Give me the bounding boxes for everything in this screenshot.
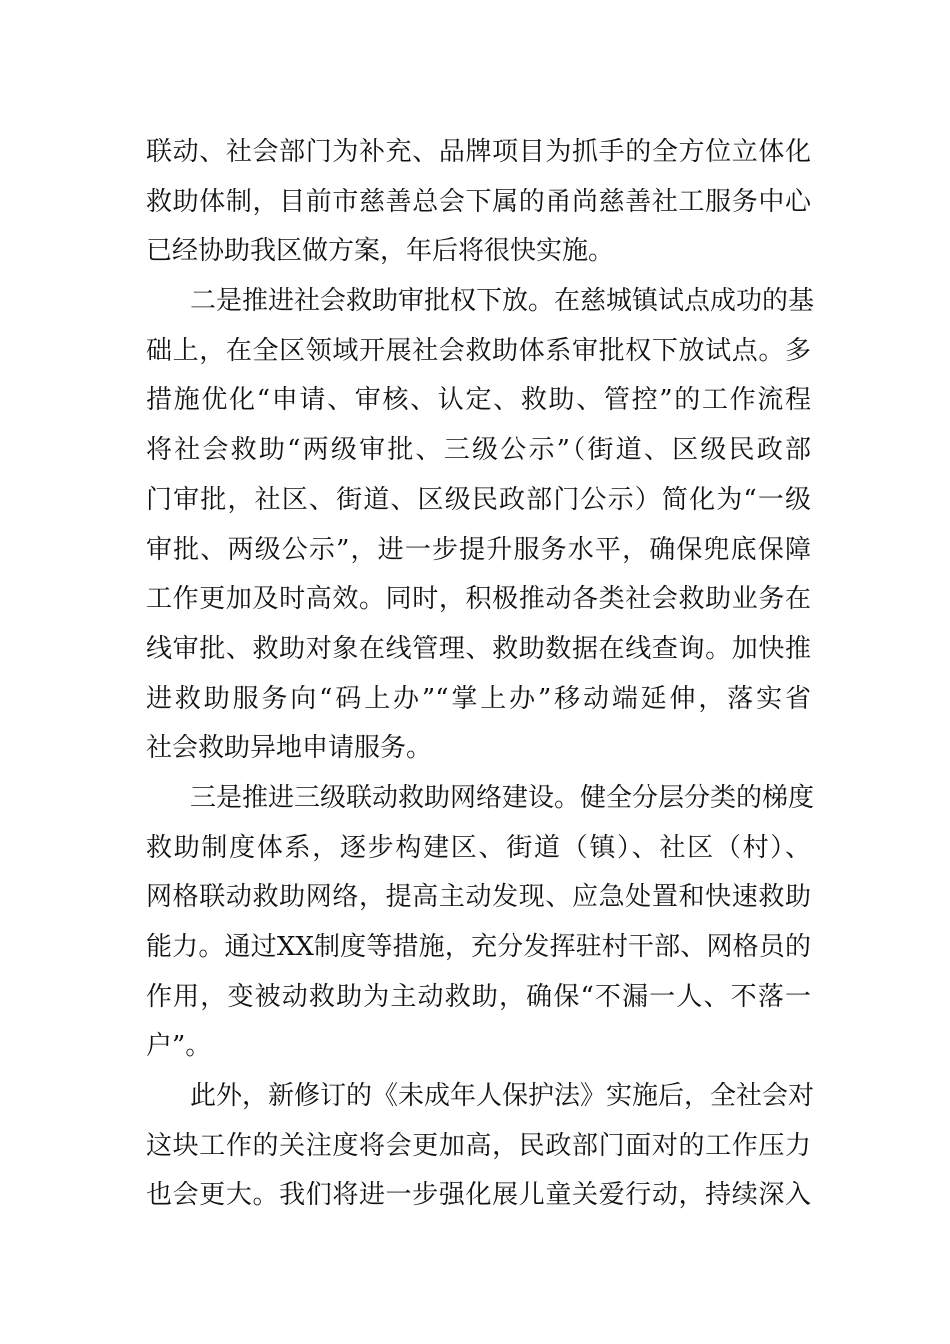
text-line: 也会更大。我们将进一步强化展儿童关爱行动，持续深入 [146,1180,811,1211]
text-line: 措施优化“申请、审核、认定、救助、管控”的工作流程 [146,385,811,416]
text-line: 作用，变被动救助为主动救助，确保“不漏一人、不落一 [146,981,811,1012]
text-line: 网格联动救助网络，提高主动发现、应急处置和快速救助 [146,882,811,913]
text-line: 将社会救助“两级审批、三级公示”（街道、区级民政部 [146,435,811,466]
text-line: 救助体制，目前市慈善总会下属的甬尚慈善社工服务中心 [146,186,811,217]
text-line: 已经协助我区做方案，年后将很快实施。 [146,236,615,267]
text-line: 联动、社会部门为补充、品牌项目为抓手的全方位立体化 [146,137,811,167]
text-line: 工作更加及时高效。同时，积极推动各类社会救助业务在 [146,584,811,615]
text-line: 社会救助异地申请服务。 [146,733,433,764]
text-line: 础上，在全区领域开展社会救助体系审批权下放试点。多 [146,335,811,366]
text-line: 二是推进社会救助审批权下放。在慈城镇试点成功的基 [190,286,815,317]
text-line: 门审批，社区、街道、区级民政部门公示）简化为“一级 [146,484,811,515]
body-text [146,128,815,1221]
text-line: 审批、两级公示”，进一步提升服务水平，确保兜底保障 [146,534,811,565]
text-line: 此外，新修订的《未成年人保护法》实施后，全社会对 [190,1081,815,1112]
text-line: 救助制度体系，逐步构建区、街道（镇）、社区（村）、 [146,832,811,863]
text-line: 户”。 [146,1031,212,1062]
text-line: 这块工作的关注度将会更加高，民政部门面对的工作压力 [146,1130,811,1161]
text-line: 能力。通过XX制度等措施，充分发挥驻村干部、网格员的 [146,932,811,962]
text-line: 三是推进三级联动救助网络建设。健全分层分类的梯度 [190,782,815,813]
text-line: 线审批、救助对象在线管理、救助数据在线查询。加快推 [146,633,811,664]
text-line: 进救助服务向“码上办”“掌上办”移动端延伸，落实省 [146,683,811,714]
